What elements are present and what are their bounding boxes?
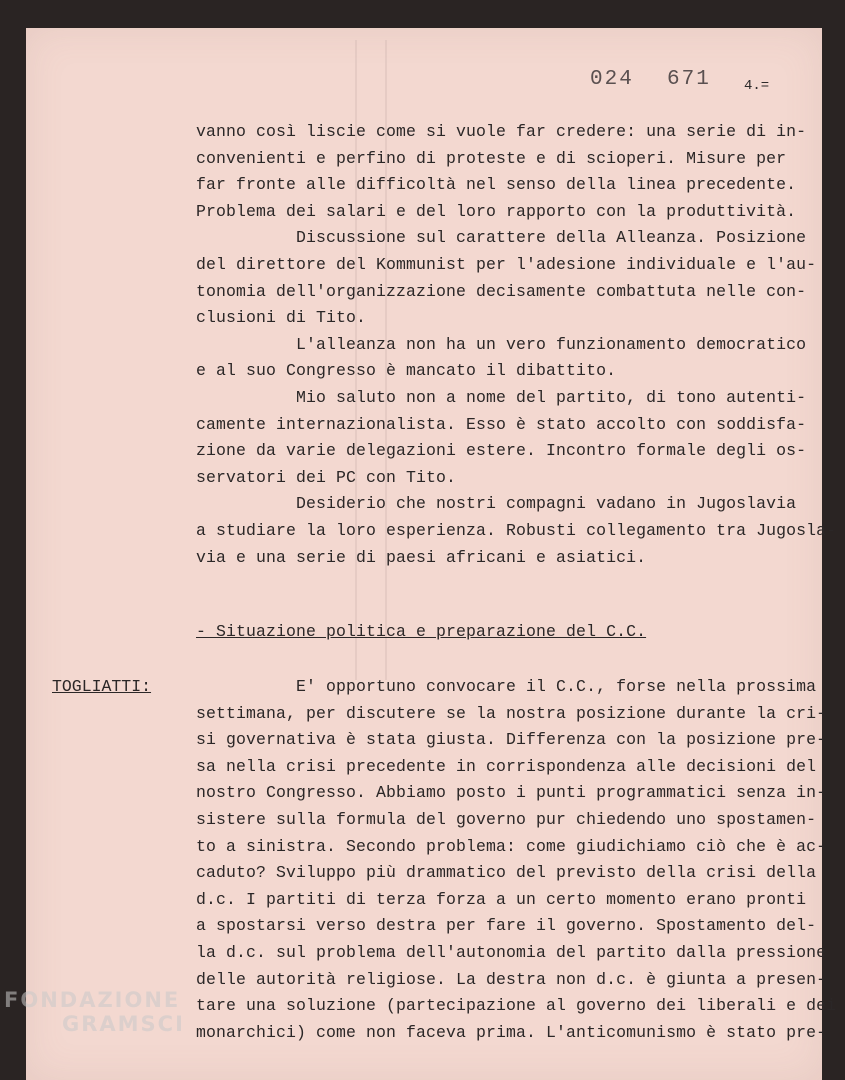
speech-line: delle autorità religiose. La destra non d.c. è giunta a presen- <box>196 969 827 989</box>
text-line: L'alleanza non ha un vero funzionamento democratico <box>196 334 807 354</box>
text-line: convenienti e perfino di proteste e di scioperi. Misure per <box>196 148 787 168</box>
text-line: Mio saluto non a nome del partito, di tono autenti- <box>196 388 807 407</box>
archive-code-b: 671 <box>667 68 711 91</box>
text-line: far fronte alle difficoltà nel senso della linea precedente. <box>196 175 797 195</box>
fondazione-gramsci-logo <box>4 990 185 1035</box>
text-line: e al suo Congresso è mancato il dibattito. <box>196 361 617 381</box>
speech-line: settimana, per discutere se la nostra posizione durante la cri- <box>196 703 827 723</box>
text-line: Problema dei salari e del loro rapporto con la produttività. <box>196 201 797 221</box>
text-line: Discussione sul carattere della Alleanza. Posizione <box>196 228 807 248</box>
text-line: del direttore del Kommunist per l'adesione individuale e l'au- <box>196 255 817 274</box>
text-line: Desiderio che nostri compagni vadano in Jugoslavia <box>196 494 797 514</box>
logo-line-1: FONDAZIONE <box>4 988 181 1012</box>
text-line: servatori dei PC con Tito. <box>196 467 457 487</box>
text-line: tonomia dell'organizzazione decisamente combattuta nelle con- <box>196 281 807 301</box>
speech-line: E' opportuno convocare il C.C., forse nella prossima <box>196 677 817 696</box>
text-line: via e una serie di paesi africani e asiatici. <box>196 547 647 567</box>
logo-line-2: GRAMSCI <box>62 1012 185 1036</box>
text-line: clusioni di Tito. <box>196 308 367 328</box>
speech-line: sa nella crisi precedente in corrispondenza alle decisioni del <box>196 756 817 776</box>
speech-line: sistere sulla formula del governo pur chiedendo uno spostamen- <box>196 810 817 829</box>
text-line: camente internazionalista. Esso è stato accolto con soddisfa- <box>196 414 807 434</box>
speech-line: nostro Congresso. Abbiamo posto i punti programmatici senza in- <box>196 783 827 803</box>
text-line: zione da varie delegazioni estere. Incontro formale degli os- <box>196 441 807 461</box>
text-line: a studiare la loro esperienza. Robusti collegamento tra Jugosla- <box>196 521 837 540</box>
speech-line: to a sinistra. Secondo problema: come giudichiamo ciò che è ac- <box>196 836 827 856</box>
speech-line: a spostarsi verso destra per fare il governo. Spostamento del- <box>196 916 817 936</box>
speech-line: la d.c. sul problema dell'autonomia del partito dalla pressione <box>196 943 827 962</box>
page-number: 4.= <box>744 78 770 94</box>
speech-line: si governativa è stata giusta. Differenza con la posizione pre- <box>196 730 827 750</box>
speech-line: caduto? Sviluppo più drammatico del previsto della crisi della <box>196 863 817 883</box>
section-heading: - Situazione politica e preparazione del C.C. <box>196 622 647 641</box>
speech-line: tare una soluzione (partecipazione al governo dei liberali e dei <box>196 996 837 1016</box>
speech-line: monarchici) come non faceva prima. L'anticomunismo è stato pre- <box>196 1022 827 1042</box>
speaker-label: TOGLIATTI: <box>52 677 152 696</box>
text-line: vanno così liscie come si vuole far credere: una serie di in- <box>196 122 807 141</box>
archive-code-a: 024 <box>590 68 634 91</box>
speech-line: d.c. I partiti di terza forza a un certo momento erano pronti <box>196 889 807 909</box>
